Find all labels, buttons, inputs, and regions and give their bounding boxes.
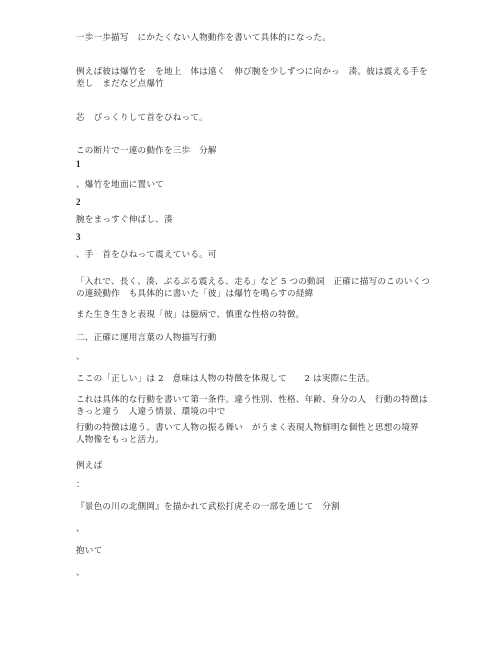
step-number: 2 xyxy=(76,197,81,207)
paragraph: 、 xyxy=(76,524,85,534)
step-number: 1 xyxy=(76,159,81,169)
section-heading: 二、正確に運用言葉の人物描写行動 xyxy=(76,333,217,343)
paragraph: 「入れで、長く、湊、ぶるぶる震える、走る」など 5 つの動詞 正確に描写のこのいくつの連続動作 も具体的に書いた「彼」は爆竹を鳴らすの経緯 xyxy=(76,277,431,299)
paragraph: 芯 びっくりして首をひねって。 xyxy=(76,113,208,123)
paragraph: 『景色の川の北側岡』を描かれて武松打虎その一部を通じて 分割 xyxy=(76,502,340,512)
paragraph: ここの「正しい」は 2 意味は人物の特徴を体現して 2 は実際に生活。 xyxy=(76,374,375,384)
paragraph: 、手 首をひねって震えている。可 xyxy=(76,250,217,260)
paragraph: 、爆竹を地面に置いて xyxy=(76,180,164,190)
paragraph: また生き生きと表現「彼」は臆病で、慎重な性格の特徴。 xyxy=(76,310,305,320)
paragraph: これは具体的な行動を書いて第一条件。違う性別、性格、年齢、身分の人 行動の特徴はきっと違う 人違う情景、環境の中で xyxy=(76,395,428,417)
paragraph: 腕をまっすぐ伸ばし、湊 xyxy=(76,215,173,225)
step-number: 3 xyxy=(76,232,81,242)
paragraph: 抱いて xyxy=(76,546,103,556)
paragraph: 、 xyxy=(76,568,85,578)
paragraph: ： xyxy=(76,480,85,490)
paragraph: この断片で一連の動作を三歩 分解 xyxy=(76,146,217,156)
paragraph: 例えば xyxy=(76,461,103,471)
paragraph: 一歩一歩描写 にかたくない人物動作を書いて具体的になった。 xyxy=(76,33,332,43)
paragraph: 、 xyxy=(76,352,85,362)
paragraph: 行動の特徴は違う。書いて人物の振る舞い がうまく表現人物鮮明な個性と思想の境界 人物像をもっと活力。 xyxy=(76,423,428,445)
paragraph: 例えば彼は爆竹を を地上 体は遠く 伸び腕を少しずつに向かっ 湊。彼は震える手を差し まだなど点爆竹 xyxy=(76,67,428,89)
